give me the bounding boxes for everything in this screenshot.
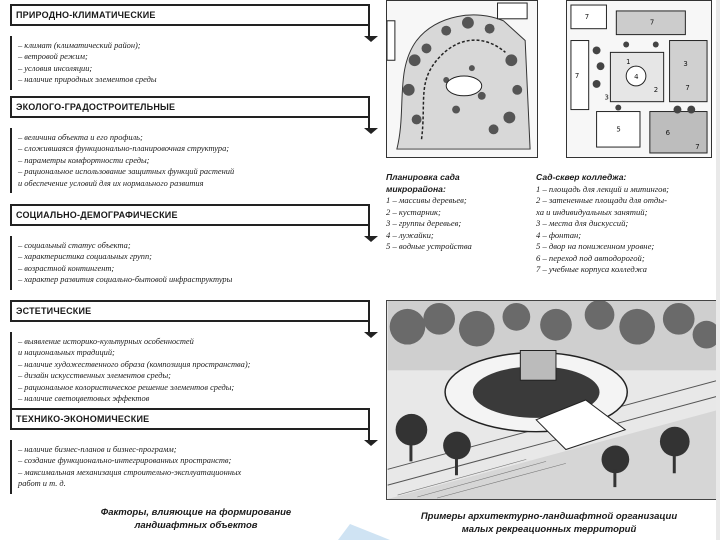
- factor-section-economic: [10, 408, 370, 494]
- legend-item: ха и индивидуальных занятий;: [536, 206, 648, 217]
- caption-line: Примеры архитектурно-ландшафтной организации: [420, 511, 678, 522]
- down-arrow-icon: [364, 440, 378, 446]
- down-arrow-icon: [364, 236, 378, 242]
- list-item: – сложившаяся функционально-планировочная структура;: [18, 144, 230, 154]
- plan-number: 2: [653, 85, 659, 94]
- decorative-shape: [330, 520, 390, 540]
- factor-list: [10, 332, 370, 408]
- list-item: – условия инсоляции;: [18, 63, 93, 73]
- factor-section-aesthetic: [10, 300, 370, 408]
- legend-list: [536, 184, 720, 276]
- examples-caption: [378, 510, 720, 536]
- legend-item: 1 – массивы деревьев;: [386, 195, 467, 205]
- caption-line: малых рекреационных территорий: [461, 524, 637, 535]
- legend-item: 3 – места для дискуссий;: [536, 218, 629, 228]
- factor-list: [10, 36, 370, 90]
- plan-number: 7: [685, 83, 690, 92]
- college-square-plan: [566, 0, 712, 158]
- examples-column: [378, 0, 720, 540]
- list-item: – возрастной контингент;: [18, 263, 115, 273]
- list-item: – рациональное колористическое решение элементов среды;: [18, 382, 235, 392]
- list-item: – наличие природных элементов среды: [18, 75, 157, 85]
- connector-bar: [368, 300, 370, 334]
- connector-bar: [368, 4, 370, 38]
- section-header: [10, 204, 370, 226]
- list-item: – наличие бизнес-планов и бизнес-программ;: [18, 445, 177, 454]
- connector-bar: [368, 204, 370, 238]
- legend-title: Планировка сада: [386, 172, 460, 182]
- plan-number: 7: [649, 18, 655, 27]
- plan-number: 7: [695, 143, 700, 152]
- factor-list: [10, 128, 370, 193]
- plan-number: 5: [616, 125, 621, 134]
- list-item: и обеспечение условий для их нормального развития: [18, 178, 204, 188]
- plan-number: 7: [584, 12, 590, 21]
- legend-title: микрорайона:: [386, 183, 446, 194]
- section-title: ЭКОЛОГО-ГРАДОСТРОИТЕЛЬНЫЕ: [16, 102, 176, 112]
- list-item: – параметры комфортности среды;: [18, 155, 150, 165]
- legend-item: 5 – водные устройства: [386, 241, 472, 251]
- plan-number: 4: [634, 73, 639, 82]
- legend-item: 2 – кустарник;: [386, 206, 441, 217]
- legend-item: 4 – фонтан;: [536, 229, 582, 240]
- factors-caption: [46, 506, 346, 532]
- section-header: [10, 408, 370, 430]
- down-arrow-icon: [364, 36, 378, 42]
- list-item: – характеристика социальных групп;: [18, 252, 152, 262]
- list-item: работ и т. д.: [18, 479, 66, 489]
- plan-number: 1: [626, 58, 631, 67]
- section-title: ЭСТЕТИЧЕСКИЕ: [16, 306, 92, 316]
- plan-number: 6: [665, 129, 671, 138]
- legend-title: Сад-сквер колледжа:: [536, 172, 627, 182]
- list-item: – наличие светоцветовых эффектов: [18, 394, 150, 404]
- section-header: [10, 300, 370, 322]
- factor-section-social: [10, 204, 370, 290]
- legend-item: 5 – двор на пониженном уровне;: [536, 241, 655, 251]
- perspective-sketch: [386, 300, 720, 500]
- legend-item: 3 – группы деревьев;: [386, 218, 462, 228]
- legend-item: 7 – учебные корпуса колледжа: [536, 264, 647, 274]
- list-item: – рациональное использование защитных функций растений: [18, 167, 235, 177]
- list-item: – создание функционально-интегрированных пространств;: [18, 456, 232, 466]
- down-arrow-icon: [364, 332, 378, 338]
- plan-number: 7: [574, 72, 580, 81]
- list-item: – ветровой режим;: [18, 52, 88, 62]
- connector-bar: [368, 96, 370, 130]
- plan-number: 3: [604, 93, 609, 102]
- list-item: – социальный статус объекта;: [18, 241, 131, 250]
- section-title: ПРИРОДНО-КЛИМАТИЧЕСКИЕ: [16, 10, 156, 20]
- caption-line: Факторы, влияющие на формирование: [100, 507, 292, 518]
- factor-section-climatic: [10, 4, 370, 90]
- factor-list: [10, 440, 370, 494]
- down-arrow-icon: [364, 128, 378, 134]
- section-header: [10, 96, 370, 118]
- section-title: ТЕХНИКО-ЭКОНОМИЧЕСКИЕ: [16, 414, 150, 424]
- legend-item: 2 – затененные площади для отды-: [536, 195, 667, 205]
- microdistrict-garden-legend: [386, 172, 526, 253]
- legend-item: 6 – переход под автодорогой;: [536, 252, 645, 263]
- legend-item: 1 – площадь для лекций и митингов;: [536, 183, 670, 194]
- list-item: – выявление историко-культурных особенностей: [18, 337, 194, 346]
- legend-item: 4 – лужайки;: [386, 229, 434, 240]
- list-item: – характер развития социально-бытовой инфраструктуры: [18, 275, 233, 285]
- section-header: [10, 4, 370, 26]
- factor-section-ecological: [10, 96, 370, 193]
- list-item: – климат (климатический район);: [18, 41, 141, 50]
- plan-number: 3: [683, 60, 688, 69]
- list-item: – максимальная механизация строительно-эксплуатационных: [18, 467, 242, 477]
- microdistrict-garden-plan: [386, 0, 538, 158]
- list-item: – дизайн искусственных элементов среды;: [18, 371, 171, 381]
- caption-line: ландшафтных объектов: [134, 520, 258, 531]
- legend-list: [386, 195, 526, 253]
- list-item: – наличие художественного образа (композиция пространства);: [18, 359, 251, 369]
- factor-list: [10, 236, 370, 290]
- college-square-legend: [536, 172, 720, 276]
- section-title: СОЦИАЛЬНО-ДЕМОГРАФИЧЕСКИЕ: [16, 210, 178, 220]
- list-item: и национальных традиций;: [18, 348, 115, 358]
- list-item: – величина объекта и его профиль;: [18, 133, 143, 142]
- page-edge: [716, 0, 720, 540]
- connector-bar: [368, 408, 370, 442]
